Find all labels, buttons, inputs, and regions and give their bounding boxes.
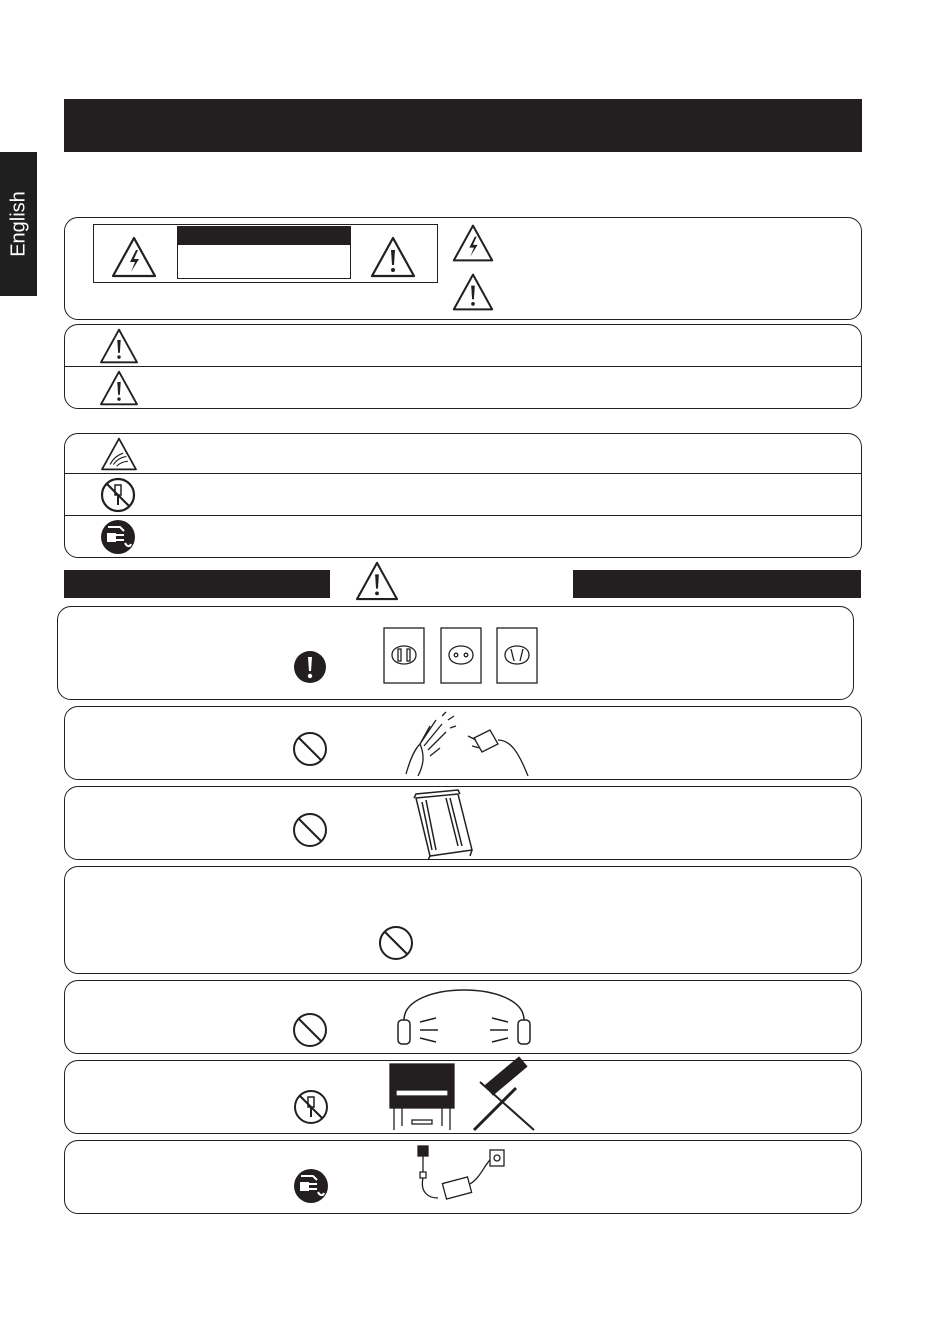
prohibited-icon	[292, 1012, 328, 1048]
exclamation-warning-icon	[370, 236, 416, 278]
piano-cabinet-illustration	[412, 790, 476, 860]
exclamation-warning-icon	[96, 370, 142, 406]
unplug-icon	[292, 1168, 330, 1204]
caution-label-header	[177, 226, 351, 245]
warning-item	[64, 866, 862, 974]
headphones-loud-illustration	[394, 984, 534, 1052]
language-tab-label: English	[7, 191, 29, 257]
prohibited-icon	[292, 812, 328, 848]
divider	[65, 515, 861, 516]
prohibited-icon	[292, 731, 328, 767]
exclamation-warning-icon	[96, 328, 142, 364]
warning-header-bar-right	[573, 570, 861, 598]
hand-caution-icon	[98, 437, 140, 471]
symbol-explanation-panel	[64, 433, 862, 558]
unplug-icon	[99, 519, 137, 555]
lightning-warning-icon	[452, 223, 494, 263]
ac-adaptor-illustration	[414, 1144, 510, 1208]
piano-and-tools-illustration	[388, 1062, 536, 1132]
warning-header-bar-left	[64, 570, 330, 598]
no-disassemble-icon	[293, 1089, 329, 1125]
lightning-warning-icon	[111, 236, 157, 278]
title-bar	[64, 99, 862, 152]
exclamation-warning-icon	[452, 272, 494, 312]
no-disassemble-icon	[100, 477, 136, 513]
mandatory-action-icon	[293, 650, 327, 684]
prohibited-icon	[378, 925, 414, 961]
exclamation-warning-icon	[355, 561, 399, 601]
power-outlet-types-illustration	[383, 627, 539, 684]
divider	[65, 473, 861, 474]
wet-hand-plug-illustration	[400, 710, 534, 778]
divider	[65, 366, 861, 367]
language-tab	[0, 152, 37, 296]
